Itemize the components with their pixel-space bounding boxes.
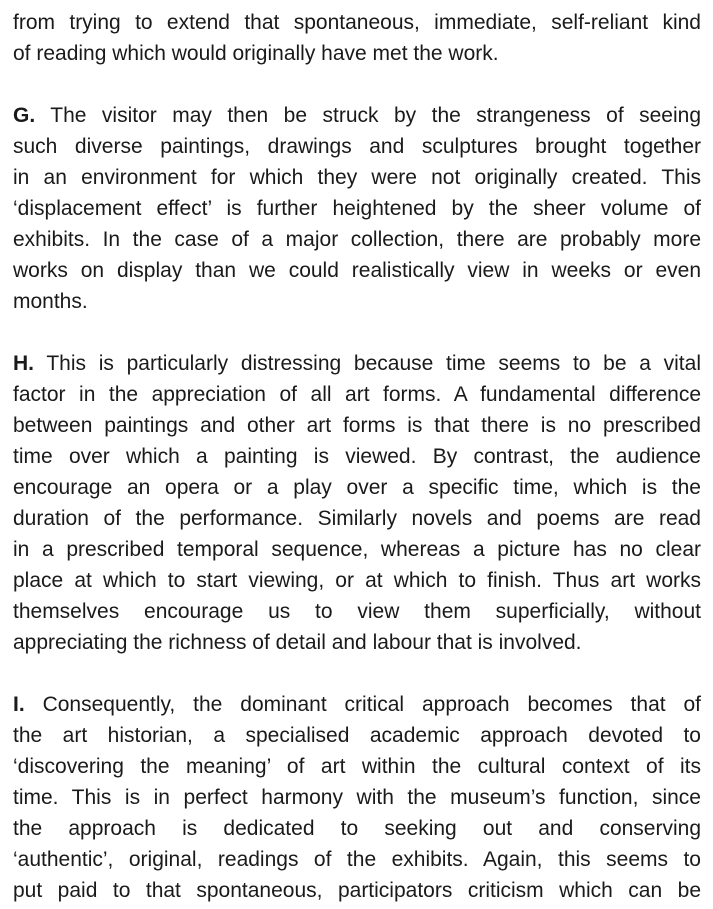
text-line: duration of the performance. Similarly novels and poems are read — [13, 507, 701, 530]
paragraph-label: G. — [13, 104, 36, 127]
text-line: ‘displacement effect’ is further heightened by the sheer volume of — [13, 197, 701, 220]
text-line: months. — [13, 290, 88, 313]
paragraph-i — [13, 689, 701, 906]
text-line: of reading which would originally have met the work. — [13, 42, 499, 65]
text-line: G. The visitor may then be struck by the strangeness of seeing — [13, 104, 701, 127]
text-line: in an environment for which they were not originally created. This — [13, 166, 701, 189]
text-line: appreciating the richness of detail and labour that is involved. — [13, 631, 582, 654]
text-line: in a prescribed temporal sequence, whereas a picture has no clear — [13, 538, 701, 561]
text-line: factor in the appreciation of all art forms. A fundamental difference — [13, 383, 701, 406]
document-page — [13, 0, 701, 906]
text-line: encourage an opera or a play over a specific time, which is the — [13, 476, 701, 499]
text-line: time. This is in perfect harmony with the museum’s function, since — [13, 786, 701, 809]
text-line: exhibits. In the case of a major collection, there are probably more — [13, 228, 701, 251]
text-line: such diverse paintings, drawings and sculptures brought together — [13, 135, 701, 158]
text-line: ‘discovering the meaning’ of art within the cultural context of its — [13, 755, 701, 778]
paragraph-label: H. — [13, 352, 34, 375]
text-line: works on display than we could realistically view in weeks or even — [13, 259, 701, 282]
text-line: ‘authentic’, original, readings of the exhibits. Again, this seems to — [13, 848, 701, 871]
text-line: from trying to extend that spontaneous, immediate, self-reliant kind — [13, 11, 701, 34]
text-line: between paintings and other art forms is that there is no prescribed — [13, 414, 701, 437]
text-line: the art historian, a specialised academic approach devoted to — [13, 724, 701, 747]
paragraph-h — [13, 348, 701, 658]
text-line: place at which to start viewing, or at which to finish. Thus art works — [13, 569, 701, 592]
text-line: the approach is dedicated to seeking out and conserving — [13, 817, 701, 840]
paragraph-g — [13, 100, 701, 317]
text-line: I. Consequently, the dominant critical approach becomes that of — [13, 693, 701, 716]
text-line: themselves encourage us to view them superficially, without — [13, 600, 701, 623]
paragraph-label: I. — [13, 693, 25, 716]
text-line: time over which a painting is viewed. By contrast, the audience — [13, 445, 701, 468]
text-line: put paid to that spontaneous, participators criticism which can be — [13, 879, 701, 902]
intro-paragraph — [13, 7, 701, 69]
text-line: H. This is particularly distressing because time seems to be a vital — [13, 352, 701, 375]
